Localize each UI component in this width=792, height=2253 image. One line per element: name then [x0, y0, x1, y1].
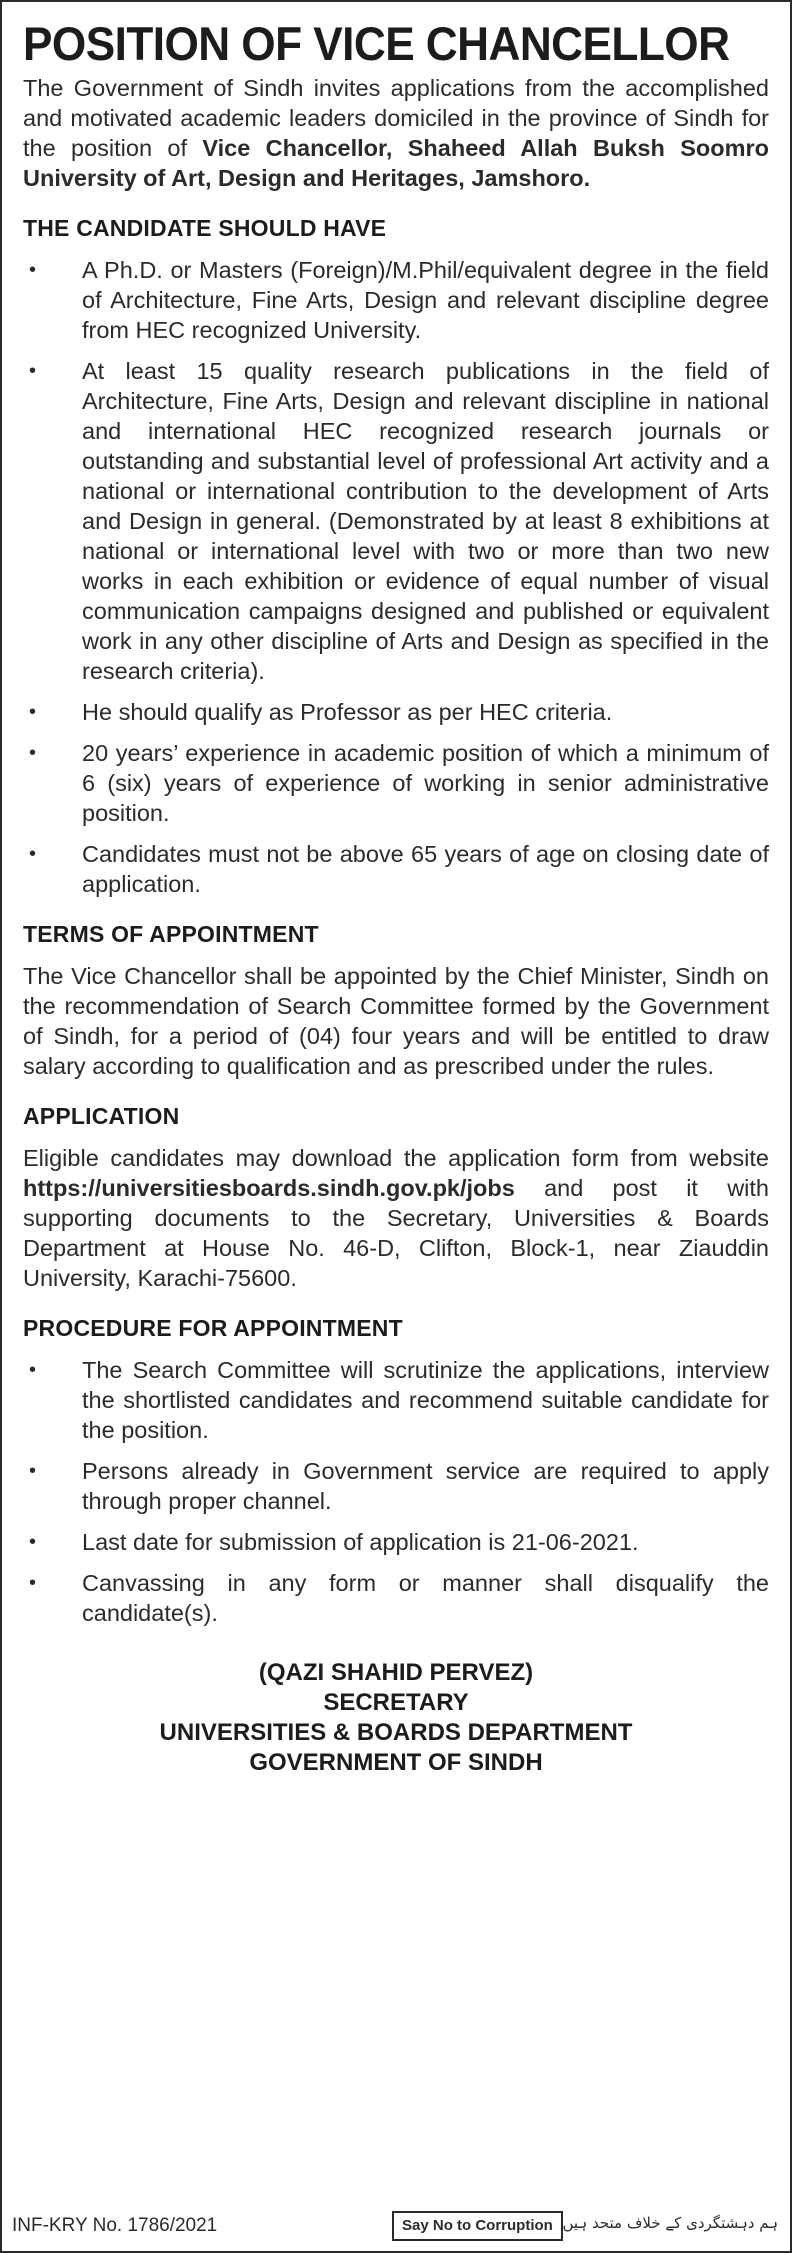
application-text-before: Eligible candidates may download the application form from website	[23, 1145, 769, 1171]
application-text-after: and post it with supporting documents to the Secretary, Universities & Boards Department at House No. 46-D, Clifton, Block-1, near Ziauddin University, Karachi-75600.	[23, 1175, 769, 1291]
signatory-designation: SECRETARY	[323, 1689, 469, 1716]
anti-corruption-badge: Say No to Corruption	[392, 2211, 563, 2241]
intro-text: The Government of Sindh invites applications from the accomplished and motivated academic leaders domiciled in the province of Sindh for the position of	[23, 75, 769, 161]
list-item: • Canvassing in any form or manner shall disqualify the candidate(s).	[23, 1568, 769, 1628]
candidate-list	[23, 255, 769, 899]
list-item: • A Ph.D. or Masters (Foreign)/M.Phil/equivalent degree in the field of Architecture, Fine Arts, Design and relevant discipline degree from HEC recognized University.	[23, 255, 769, 345]
intro-position: Vice Chancellor, Shaheed Allah Buksh Soomro University of Art, Design and Heritages, Jamshoro.	[23, 135, 769, 191]
application-heading: APPLICATION	[23, 1103, 180, 1129]
list-item: • At least 15 quality research publications in the field of Architecture, Fine Arts, Design and relevant discipline in national and international HEC recognized research journals or outstanding and substantial level of professional Art activity and a national or international contribution to the development of Arts and Design in general. (Demonstrated by at least 8 exhibitions at national or international level with two or more than two new works in each exhibition or evidence of equal number of visual communication campaigns designed and published or equivalent work in any other discipline of Arts and Design as specified in the research criteria).	[23, 356, 769, 686]
urdu-slogan: ہم دہشتگردی کے خلاف متحد ہیں	[562, 2214, 778, 2232]
signature-block	[23, 1658, 769, 1778]
signatory-name: (QAZI SHAHID PERVEZ)	[258, 1659, 534, 1686]
application-url-link[interactable]: https://universitiesboards.sindh.gov.pk/jobs	[23, 1175, 515, 1201]
list-item: • Candidates must not be above 65 years of age on closing date of application.	[23, 839, 769, 899]
procedure-list	[23, 1355, 769, 1628]
signatory-government: GOVERNMENT OF SINDH	[249, 1749, 543, 1776]
terms-heading: TERMS OF APPOINTMENT	[23, 921, 319, 947]
signatory-department: UNIVERSITIES & BOARDS DEPARTMENT	[159, 1719, 633, 1746]
list-item: • The Search Committee will scrutinize the applications, interview the shortlisted candidates and recommend suitable candidate for the position.	[23, 1355, 769, 1445]
list-item: • 20 years’ experience in academic position of which a minimum of 6 (six) years of experience of working in senior administrative position.	[23, 738, 769, 828]
footer	[2, 2203, 790, 2251]
terms-paragraph: The Vice Chancellor shall be appointed by the Chief Minister, Sindh on the recommendation of Search Committee formed by the Government of Sindh, for a period of (04) four years and will be entitled to draw salary according to qualification and as prescribed under the rules.	[23, 963, 769, 1079]
application-paragraph	[23, 1143, 769, 1293]
candidate-heading: THE CANDIDATE SHOULD HAVE	[23, 215, 387, 241]
list-item: • He should qualify as Professor as per HEC criteria.	[23, 697, 769, 727]
reference-number: INF-KRY No. 1786/2021	[12, 2215, 218, 2236]
list-item: • Persons already in Government service are required to apply through proper channel.	[23, 1456, 769, 1516]
page-title: POSITION OF VICE CHANCELLOR	[23, 17, 730, 70]
list-item: • Last date for submission of application is 21-06-2021.	[23, 1527, 769, 1557]
intro-paragraph	[23, 73, 769, 193]
procedure-heading: PROCEDURE FOR APPOINTMENT	[23, 1315, 403, 1341]
